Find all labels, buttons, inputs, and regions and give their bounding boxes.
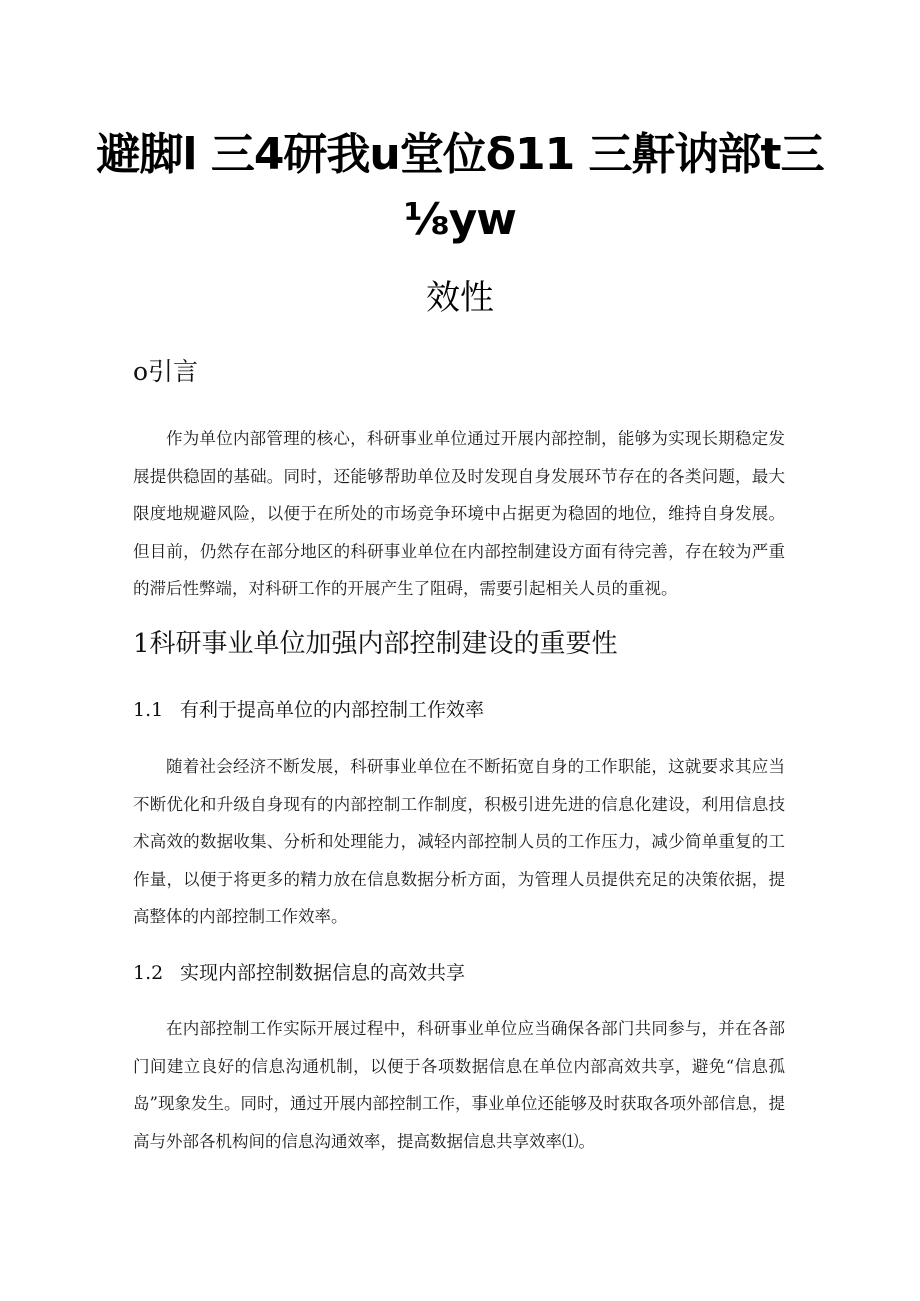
intro-heading: o引言 <box>133 357 199 386</box>
intro-paragraph: 作为单位内部管理的核心，科研事业单位通过开展内部控制，能够为实现长期稳定发展提供稳固的基础。同时，还能够帮助单位及时发现自身发展环节存在的各类问题，最大限度地规避风险，以便于在所处的市场竞争环境中占据更为稳固的地位，维持自身发展。但目前，仍然存在部分地区的科研事业单位在内部控制建设方面有待完善，存在较为严重的滞后性弊端，对科研工作的开展产生了阻碍，需要引起相关人员的重视。 <box>133 429 785 598</box>
subsection-1-1-number: 1.1 <box>133 699 164 721</box>
subsection-1-2-heading <box>133 958 465 985</box>
subsection-1-1-heading <box>133 695 484 722</box>
title-line-2: ⅛yw <box>404 194 516 245</box>
title-line-3: 效性 <box>426 278 494 318</box>
section-1-heading: 1科研事业单位加强内部控制建设的重要性 <box>133 629 618 659</box>
title-line-1: 避脚l 三4研我u堂位δ11 三鼾讷部t三 <box>96 129 824 180</box>
subsection-1-2-title: 实现内部控制数据信息的高效共享 <box>180 962 466 984</box>
subsection-1-1-title: 有利于提高单位的内部控制工作效率 <box>180 699 485 721</box>
subsection-1-2-number: 1.2 <box>133 962 164 984</box>
subsection-1-2-paragraph: 在内部控制工作实际开展过程中，科研事业单位应当确保各部门共同参与，并在各部门间建立良好的信息沟通机制，以便于各项数据信息在单位内部高效共享，避免“信息孤岛”现象发生。同时，通过开展内部控制工作，事业单位还能够及时获取各项外部信息，提高与外部各机构间的信息沟通效率，提高数据信息共享效率⑴。 <box>133 1019 785 1151</box>
subsection-1-1-paragraph: 随着社会经济不断发展，科研事业单位在不断拓宽自身的工作职能，这就要求其应当不断优化和升级自身现有的内部控制工作制度，积极引进先进的信息化建设，利用信息技术高效的数据收集、分析和处理能力，减轻内部控制人员的工作压力，减少简单重复的工作量，以便于将更多的精力放在信息数据分析方面，为管理人员提供充足的决策依据，提高整体的内部控制工作效率。 <box>133 757 785 926</box>
